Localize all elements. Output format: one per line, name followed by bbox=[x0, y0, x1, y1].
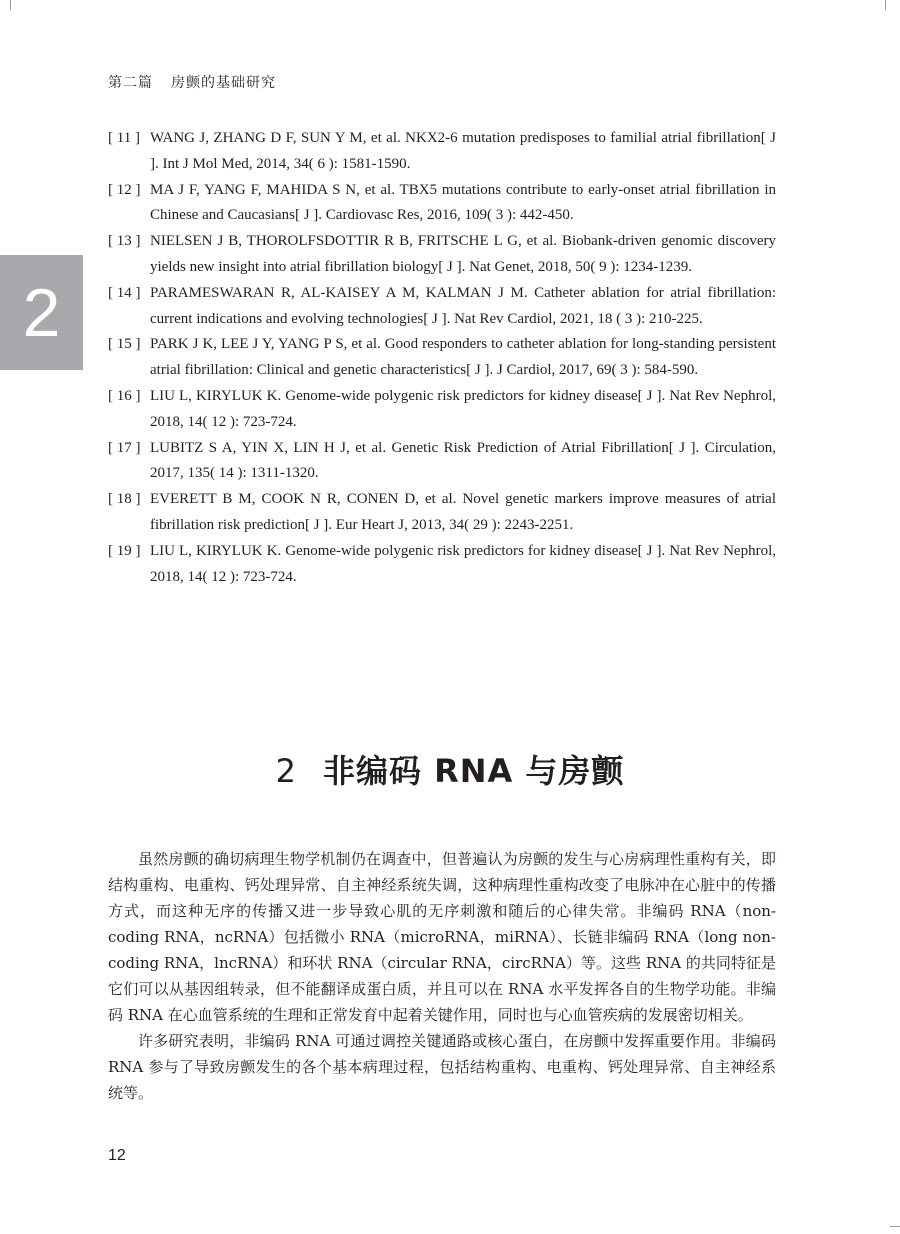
reference-number: [ 18 ] bbox=[108, 491, 141, 508]
reference-text: NIELSEN J B, THOROLFSDOTTIR R B, FRITSCHE L G, et al. Biobank-driven genomic discovery yields new insight into atrial fibrillation biology[ J ]. Nat Genet, 2018, 50( 9 ): 1234-1239. bbox=[150, 233, 776, 275]
reference-item bbox=[108, 487, 776, 539]
reference-number: [ 17 ] bbox=[108, 439, 141, 456]
reference-item bbox=[108, 332, 776, 384]
reference-text: LUBITZ S A, YIN X, LIN H J, et al. Genetic Risk Prediction of Atrial Fibrillation[ J ]. Circulation, 2017, 135( 14 ): 1311-1320. bbox=[150, 439, 776, 482]
reference-number: [ 19 ] bbox=[108, 542, 141, 559]
section-heading bbox=[0, 746, 900, 792]
header-title: 房颤的基础研究 bbox=[171, 75, 276, 91]
body-paragraph: 许多研究表明，非编码 RNA 可通过调控关键通路或核心蛋白，在房颤中发挥重要作用。非编码 RNA 参与了导致房颤发生的各个基本病理过程，包括结构重构、电重构、钙处理异常、自主神经系统等。 bbox=[108, 1032, 776, 1102]
reference-text: PARK J K, LEE J Y, YANG P S, et al. Good responders to catheter ablation for long-standing persistent atrial fibrillation: Clinical and genetic characteristics[ J ]. J Cardiol, 2017, 69( 3 ): 584-590. bbox=[150, 336, 776, 379]
section-title-text: 非编码 RNA 与房颤 bbox=[322, 752, 625, 790]
reference-text: EVERETT B M, COOK N R, CONEN D, et al. Novel genetic markers improve measures of atrial fibrillation risk prediction[ J ]. Eur Heart J, 2013, 34( 29 ): 2243-2251. bbox=[150, 491, 776, 533]
header-part: 第二篇 bbox=[108, 75, 153, 91]
reference-number: [ 13 ] bbox=[108, 233, 141, 250]
reference-item bbox=[108, 229, 776, 281]
reference-text: LIU L, KIRYLUK K. Genome-wide polygenic risk predictors for kidney disease[ J ]. Nat Rev Nephrol, 2018, 14( 12 ): 723-724. bbox=[150, 542, 776, 585]
crop-mark-top-left bbox=[10, 0, 11, 10]
reference-text: LIU L, KIRYLUK K. Genome-wide polygenic risk predictors for kidney disease[ J ]. Nat Rev Nephrol, 2018, 14( 12 ): 723-724. bbox=[150, 387, 776, 430]
chapter-tab-number: 2 bbox=[22, 274, 61, 351]
reference-number: [ 12 ] bbox=[108, 181, 141, 198]
body-paragraph: 虽然房颤的确切病理生物学机制仍在调查中，但普遍认为房颤的发生与心房病理性重构有关，即结构重构、电重构、钙处理异常、自主神经系统失调，这种病理性重构改变了电脉冲在心脏中的传播方式，而这种无序的传播又进一步导致心肌的无序刺激和随后的心律失常。非编码 RNA（non-coding RNA，ncRNA）包括微小 RNA（microRNA，miRNA）、长链非编码 RNA（long non-coding RNA，lncRNA）和环状 RNA（circular RNA，circRNA）等。这些 RNA 的共同特征是它们可以从基因组转录，但不能翻译成蛋白质，并且可以在 RNA 水平发挥各自的生物学功能。非编码 RNA 在心血管系统的生理和正常发育中起着关键作用，同时也与心血管疾病的发展密切相关。 bbox=[108, 850, 776, 1024]
reference-text: PARAMESWARAN R, AL-KAISEY A M, KALMAN J M. Catheter ablation for atrial fibrillation: current indications and evolving technologies[ J ]. Nat Rev Cardiol, 2021, 18 ( 3 ): 210-225. bbox=[150, 284, 776, 327]
reference-number: [ 15 ] bbox=[108, 336, 141, 353]
reference-number: [ 11 ] bbox=[108, 130, 140, 146]
reference-item bbox=[108, 384, 776, 436]
reference-text: MA J F, YANG F, MAHIDA S N, et al. TBX5 mutations contribute to early-onset atrial fibrillation in Chinese and Caucasians[ J ]. Cardiovasc Res, 2016, 109( 3 ): 442-450. bbox=[150, 181, 776, 224]
reference-number: [ 16 ] bbox=[108, 387, 141, 404]
page-number: 12 bbox=[108, 1147, 126, 1164]
reference-text: WANG J, ZHANG D F, SUN Y M, et al. NKX2-6 mutation predisposes to familial atrial fibrillation[ J ]. Int J Mol Med, 2014, 34( 6 ): 1581-1590. bbox=[150, 130, 776, 172]
reference-item bbox=[108, 126, 776, 178]
reference-item bbox=[108, 281, 776, 333]
reference-item bbox=[108, 539, 776, 591]
crop-mark-bottom-right bbox=[890, 1226, 900, 1227]
chapter-tab bbox=[0, 255, 83, 370]
reference-list bbox=[108, 126, 776, 590]
body-text bbox=[108, 846, 776, 1106]
reference-number: [ 14 ] bbox=[108, 284, 141, 301]
reference-item bbox=[108, 178, 776, 230]
running-header bbox=[108, 72, 276, 92]
section-number: 2 bbox=[275, 752, 297, 790]
reference-item bbox=[108, 436, 776, 488]
crop-mark-top-right bbox=[885, 0, 886, 10]
